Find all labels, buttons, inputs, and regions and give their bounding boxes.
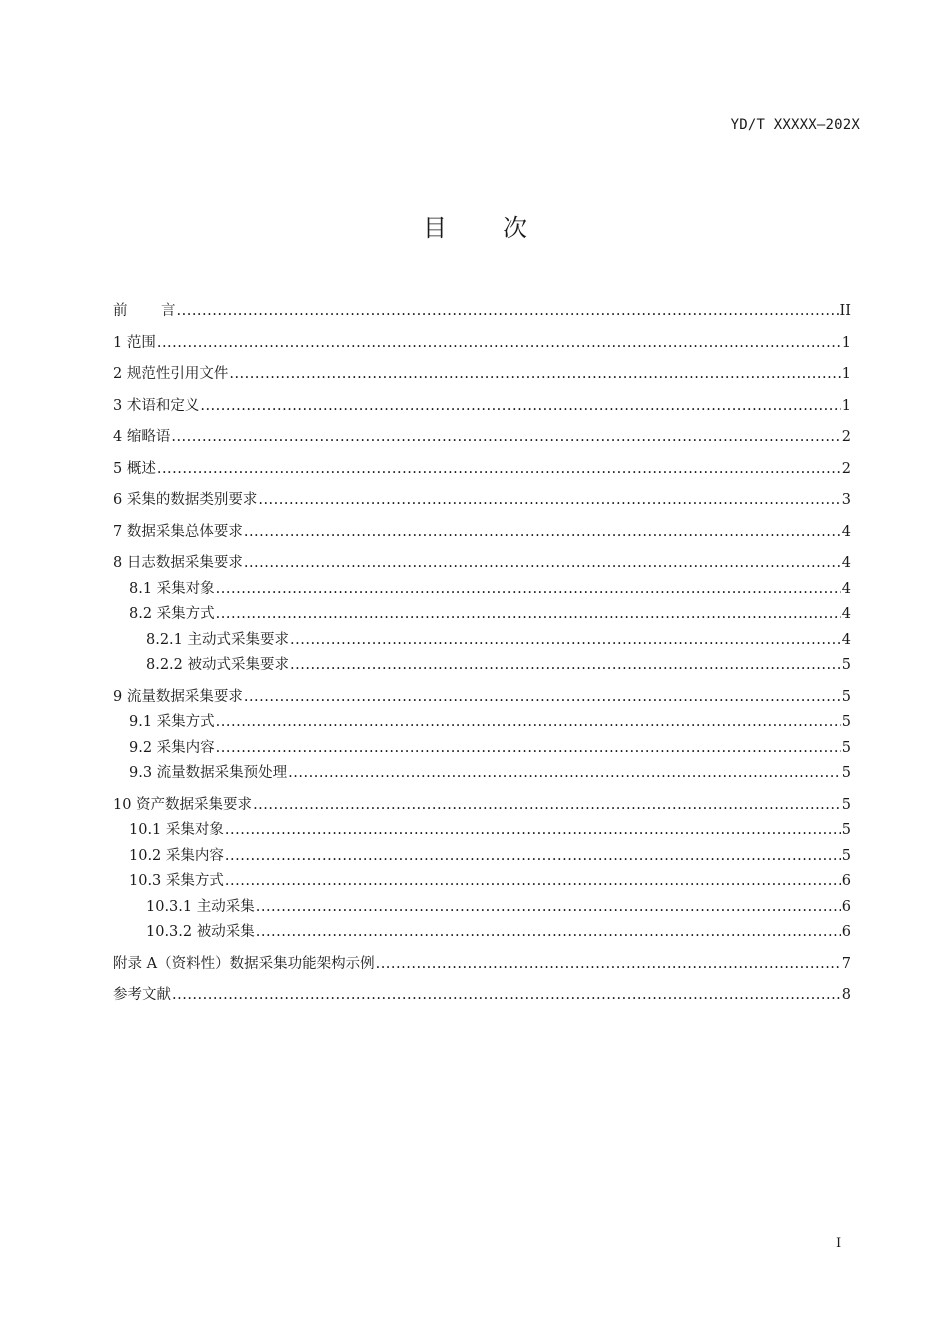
toc-entry-page: 5 bbox=[841, 714, 851, 730]
toc-leader-dots bbox=[253, 795, 841, 815]
toc-entry-page: 8 bbox=[841, 987, 851, 1003]
toc-entry-label: 8 日志数据采集要求 bbox=[113, 555, 243, 571]
toc-entry-page: 1 bbox=[841, 397, 851, 414]
toc-leader-dots bbox=[290, 655, 841, 675]
toc-entry-label: 前 言 bbox=[113, 303, 176, 319]
toc-entry-page: 5 bbox=[841, 796, 851, 813]
toc-entry-3[interactable] bbox=[113, 384, 851, 416]
toc-entry-9[interactable] bbox=[113, 675, 851, 707]
toc-entry-label: 8.2.1 主动式采集要求 bbox=[146, 631, 290, 648]
table-of-contents bbox=[113, 289, 851, 1005]
toc-entry-8[interactable] bbox=[113, 542, 851, 574]
toc-entry-10-1[interactable] bbox=[113, 815, 851, 841]
toc-entry-label: 8.2 采集方式 bbox=[129, 606, 215, 622]
toc-leader-dots bbox=[216, 712, 841, 732]
toc-entry-page: 1 bbox=[841, 334, 851, 351]
toc-entry-10-3[interactable] bbox=[113, 866, 851, 892]
toc-entry-label: 2 规范性引用文件 bbox=[113, 366, 229, 382]
document-code: YD/T XXXXX—202X bbox=[730, 117, 860, 133]
toc-leader-dots bbox=[290, 630, 841, 650]
toc-entry-page: 5 bbox=[841, 739, 851, 756]
toc-entry-8-2[interactable] bbox=[113, 599, 851, 625]
toc-leader-dots bbox=[229, 364, 840, 384]
toc-leader-dots bbox=[288, 763, 841, 783]
page-number: I bbox=[836, 1236, 842, 1251]
toc-entry-label: 9.1 采集方式 bbox=[129, 714, 215, 730]
toc-leader-dots bbox=[244, 687, 841, 707]
toc-title-char-1: 目 bbox=[423, 214, 447, 242]
toc-leader-dots bbox=[216, 738, 841, 758]
toc-entry-page: 1 bbox=[841, 366, 851, 382]
toc-entry-page: 4 bbox=[841, 523, 851, 540]
toc-leader-dots bbox=[244, 553, 841, 573]
toc-entry-8-2-2[interactable] bbox=[113, 650, 851, 676]
toc-entry-page: 4 bbox=[841, 555, 851, 571]
toc-entry-10[interactable] bbox=[113, 783, 851, 815]
toc-entry-foreword[interactable] bbox=[113, 289, 851, 321]
toc-entry-page: 2 bbox=[841, 460, 851, 477]
toc-entry-references[interactable] bbox=[113, 974, 851, 1006]
toc-leader-dots bbox=[244, 522, 841, 542]
toc-entry-label: 10.3.2 被动采集 bbox=[146, 924, 255, 940]
toc-entry-10-3-2[interactable] bbox=[113, 917, 851, 943]
toc-entry-label: 参考文献 bbox=[113, 987, 171, 1003]
toc-leader-dots bbox=[172, 985, 841, 1005]
toc-entry-9-3[interactable] bbox=[113, 758, 851, 784]
toc-leader-dots bbox=[177, 301, 839, 321]
toc-entry-label: 5 概述 bbox=[113, 460, 156, 477]
toc-entry-label: 3 术语和定义 bbox=[113, 397, 200, 414]
toc-entry-8-2-1[interactable] bbox=[113, 624, 851, 650]
toc-entry-6[interactable] bbox=[113, 479, 851, 511]
toc-entry-10-2[interactable] bbox=[113, 840, 851, 866]
toc-leader-dots bbox=[157, 459, 841, 479]
toc-leader-dots bbox=[225, 820, 841, 840]
toc-entry-label: 8.1 采集对象 bbox=[129, 580, 215, 597]
toc-title-char-2: 次 bbox=[503, 214, 527, 242]
toc-entry-page: 4 bbox=[841, 580, 851, 597]
toc-entry-page: 3 bbox=[841, 492, 851, 508]
toc-entry-page: 4 bbox=[841, 606, 851, 622]
toc-entry-page: 5 bbox=[841, 847, 851, 864]
toc-entry-page: 5 bbox=[841, 822, 851, 838]
toc-leader-dots bbox=[376, 954, 841, 974]
toc-entry-label: 9.3 流量数据采集预处理 bbox=[129, 765, 288, 781]
toc-entry-8-1[interactable] bbox=[113, 573, 851, 599]
toc-entry-5[interactable] bbox=[113, 447, 851, 479]
toc-leader-dots bbox=[216, 604, 841, 624]
toc-entry-label: 9 流量数据采集要求 bbox=[113, 688, 243, 705]
toc-entry-9-2[interactable] bbox=[113, 732, 851, 758]
toc-leader-dots bbox=[200, 396, 840, 416]
toc-entry-page: 6 bbox=[841, 924, 851, 940]
toc-entry-2[interactable] bbox=[113, 353, 851, 385]
toc-entry-label: 9.2 采集内容 bbox=[129, 739, 215, 756]
toc-entry-label: 8.2.2 被动式采集要求 bbox=[146, 657, 290, 673]
toc-leader-dots bbox=[171, 427, 840, 447]
toc-entry-label: 10.1 采集对象 bbox=[129, 822, 224, 838]
toc-leader-dots bbox=[157, 333, 841, 353]
toc-entry-page: 5 bbox=[841, 657, 851, 673]
toc-leader-dots bbox=[256, 922, 841, 942]
toc-leader-dots bbox=[256, 897, 841, 917]
toc-leader-dots bbox=[216, 579, 841, 599]
toc-entry-label: 6 采集的数据类别要求 bbox=[113, 492, 258, 508]
toc-entry-page: 7 bbox=[841, 955, 851, 972]
toc-entry-label: 10.3 采集方式 bbox=[129, 873, 224, 889]
toc-entry-label: 7 数据采集总体要求 bbox=[113, 523, 243, 540]
toc-entry-10-3-1[interactable] bbox=[113, 891, 851, 917]
toc-entry-page: 2 bbox=[841, 429, 851, 445]
toc-entry-7[interactable] bbox=[113, 510, 851, 542]
toc-entry-9-1[interactable] bbox=[113, 707, 851, 733]
toc-entry-page: 6 bbox=[841, 873, 851, 889]
toc-entry-label: 1 范围 bbox=[113, 334, 156, 351]
toc-leader-dots bbox=[225, 871, 841, 891]
toc-entry-4[interactable] bbox=[113, 416, 851, 448]
toc-entry-appendix-a[interactable] bbox=[113, 942, 851, 974]
toc-entry-page: 6 bbox=[841, 898, 851, 915]
toc-entry-page: 4 bbox=[841, 631, 851, 648]
toc-entry-page: 5 bbox=[841, 688, 851, 705]
toc-entry-label: 附录 A（资料性）数据采集功能架构示例 bbox=[113, 955, 375, 972]
toc-entry-page: II bbox=[839, 303, 851, 319]
toc-entry-label: 10.3.1 主动采集 bbox=[146, 898, 255, 915]
toc-entry-label: 4 缩略语 bbox=[113, 429, 171, 445]
toc-entry-label: 10 资产数据采集要求 bbox=[113, 796, 253, 813]
toc-entry-1[interactable] bbox=[113, 321, 851, 353]
toc-title bbox=[0, 208, 950, 243]
toc-leader-dots bbox=[225, 846, 841, 866]
toc-entry-label: 10.2 采集内容 bbox=[129, 847, 224, 864]
toc-leader-dots bbox=[258, 490, 840, 510]
toc-entry-page: 5 bbox=[841, 765, 851, 781]
